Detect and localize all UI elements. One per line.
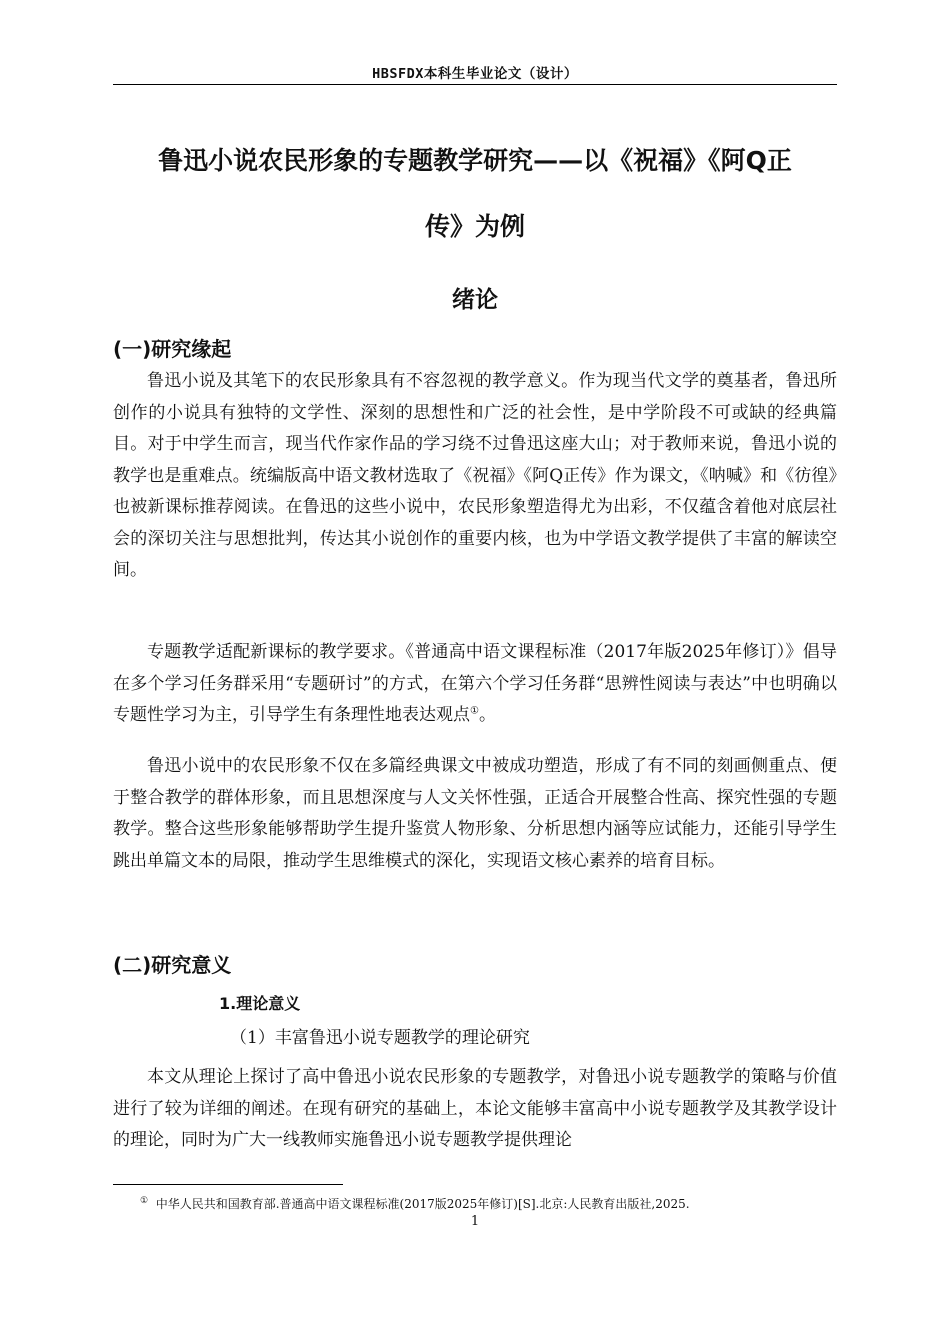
running-header: HBSFDX本科生毕业论文（设计） <box>372 66 578 82</box>
page-number: 1 <box>470 1214 480 1229</box>
footnote-reference[interactable]: ① <box>470 705 479 717</box>
paragraph-origin-2-text: 专题教学适配新课标的教学要求。《普通高中语文课程标准（2017年版2025年修订）》倡导在多个学习任务群采用“专题研讨”的方式，在第六个学习任务群“思辨性阅读与表达”中也明确以专题性学习为主，引导学生有条理性地表达观点 <box>113 642 837 725</box>
paragraph-origin-2-end: 。 <box>478 705 496 725</box>
footnote-text: 中华人民共和国教育部.普通高中语文课程标准(2017版2025年修订)[S].北京:人民教育出版社,2025. <box>155 1197 690 1211</box>
chapter-heading: 绪论 <box>452 287 498 313</box>
section-heading-significance: (二)研究意义 <box>113 953 232 977</box>
thesis-title-line-2: 传》为例 <box>424 212 525 241</box>
section-heading-origin: (一)研究缘起 <box>113 337 232 361</box>
footnote-mark: ① <box>140 1196 149 1206</box>
paragraph-significance-1: 本文从理论上探讨了高中鲁迅小说农民形象的专题教学，对鲁迅小说专题教学的策略与价值进行了较为详细的阐述。在现有研究的基础上，本论文能够丰富高中小说专题教学及其教学设计的理论，同时为广大一线教师实施鲁迅小说专题教学提供理论 <box>113 1067 837 1150</box>
paragraph-origin-2 <box>113 637 837 732</box>
subheading-theoretical-significance: 1.理论意义 <box>219 994 301 1013</box>
subheading-enrich-theory: （1）丰富鲁迅小说专题教学的理论研究 <box>230 1028 530 1048</box>
footnote <box>140 1196 837 1212</box>
footnote-rule <box>113 1184 343 1185</box>
header-rule <box>113 84 837 85</box>
paragraph-origin-3: 鲁迅小说中的农民形象不仅在多篇经典课文中被成功塑造，形成了有不同的刻画侧重点、便于整合教学的群体形象，而且思想深度与人文关怀性强，正适合开展整合性高、探究性强的专题教学。整合这些形象能够帮助学生提升鉴赏人物形象、分析思想内涵等应试能力，还能引导学生跳出单篇文本的局限，推动学生思维模式的深化，实现语文核心素养的培育目标。 <box>113 756 837 871</box>
thesis-title-line-1: 鲁迅小说农民形象的专题教学研究——以《祝福》《阿Q正 <box>158 146 792 175</box>
paragraph-origin-1: 鲁迅小说及其笔下的农民形象具有不容忽视的教学意义。作为现当代文学的奠基者，鲁迅所创作的小说具有独特的文学性、深刻的思想性和广泛的社会性，是中学阶段不可或缺的经典篇目。对于中学生而言，现当代作家作品的学习绕不过鲁迅这座大山；对于教师来说，鲁迅小说的教学也是重难点。统编版高中语文教材选取了《祝福》《阿Q正传》作为课文，《呐喊》和《彷徨》也被新课标推荐阅读。在鲁迅的这些小说中，农民形象塑造得尤为出彩，不仅蕴含着他对底层社会的深切关注与思想批判，传达其小说创作的重要内核，也为中学语文教学提供了丰富的解读空间。 <box>113 371 837 580</box>
